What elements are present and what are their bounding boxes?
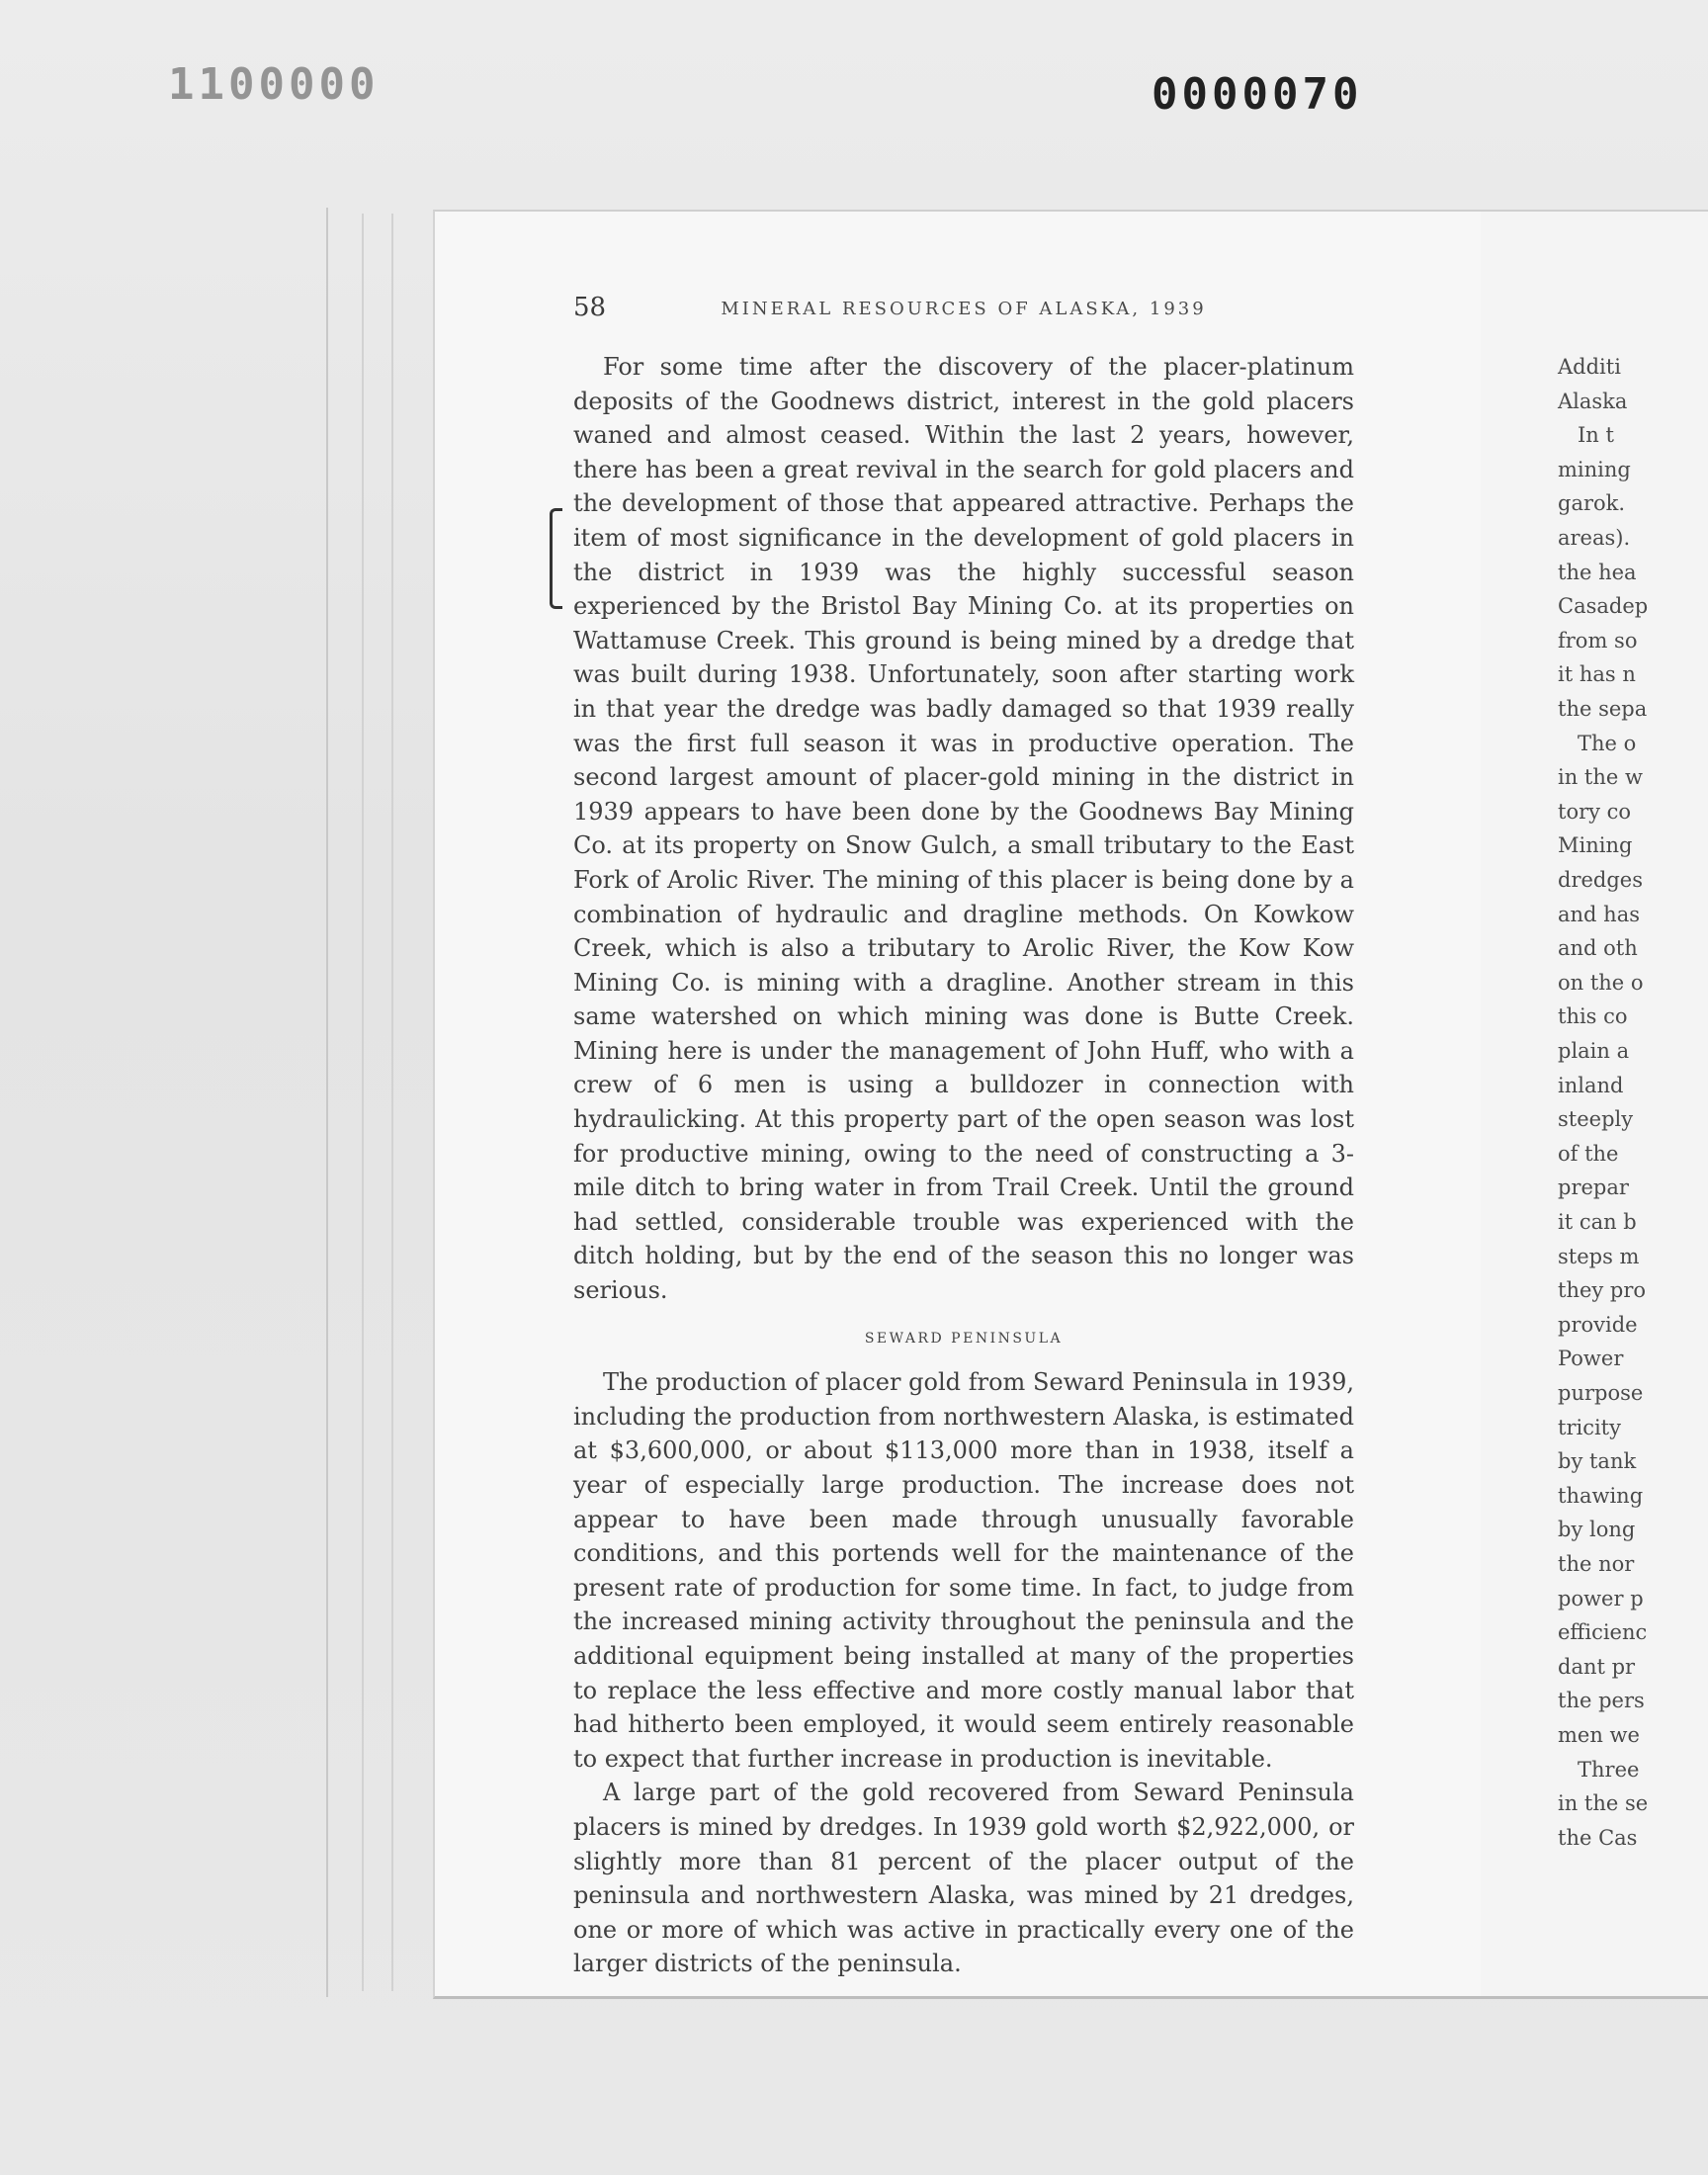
facing-page-line: on the o — [1558, 970, 1644, 995]
facing-page-line: Casadep — [1558, 594, 1649, 619]
paragraph-seward-production: The production of placer gold from Seward Peninsula in 1939, including the production from northwestern Alaska, is estimated at $3,600,000, or about $113,000 more than in 1938, itself a year of especially large production. The increase does not appear to have been made through unusually favorable conditions, and this portends well for the maintenance of the present rate of production for some time. In fact, to judge from the increased mining activity throughout the peninsula and the additional equipment being installed at many of the properties to replace the less effective and more costly manual labor that had hitherto been employed, it would seem entirely reasonable to expect that further increase in production is inevitable. — [573, 1368, 1354, 1773]
facing-page-line: from so — [1558, 628, 1638, 652]
paragraph-seward-dredges: A large part of the gold recovered from Seward Peninsula placers is mined by dredges. In 1939 gold worth $2,922,000, or slightly more than 81 percent of the placer output of the peninsula and northwestern Alaska, was mined by 21 dredges, one or more of which was active in practically every one of the larger districts of the peninsula. — [573, 1779, 1354, 1978]
facing-page-line: steps m — [1558, 1244, 1640, 1268]
facing-page-line: Three — [1578, 1757, 1640, 1782]
facing-page-line: the hea — [1558, 560, 1637, 584]
page-stack-edges — [326, 208, 439, 1997]
facing-page-line: tricity — [1558, 1415, 1621, 1439]
page-number: 58 — [573, 293, 607, 322]
facing-page-line: and has — [1558, 902, 1640, 926]
right-stamp-number: 0000070 — [1152, 69, 1363, 120]
facing-page-line: purpose — [1558, 1381, 1644, 1405]
facing-page-line: Additi — [1558, 355, 1621, 379]
facing-page-line: Alaska — [1558, 389, 1628, 413]
facing-page-line: Mining — [1558, 833, 1633, 858]
left-stamp-number: 1100000 — [168, 59, 380, 110]
facing-page-line: prepar — [1558, 1175, 1629, 1200]
facing-page-line: dredges — [1558, 868, 1643, 892]
facing-page-edge — [1481, 210, 1708, 1999]
facing-page-line: tory co — [1558, 799, 1632, 824]
facing-page-line: thawing — [1558, 1483, 1644, 1508]
facing-page-line: they pro — [1558, 1278, 1647, 1303]
facing-page-line: steeply — [1558, 1107, 1634, 1132]
facing-page-line: mining — [1558, 457, 1631, 481]
running-head: MINERAL RESOURCES OF ALASKA, 1939 — [721, 299, 1207, 319]
facing-page-line: provide — [1558, 1312, 1638, 1337]
facing-page-line: men we — [1558, 1723, 1640, 1747]
page-header — [573, 293, 1354, 332]
facing-page-line: by long — [1558, 1518, 1636, 1542]
facing-page-line: by tank — [1558, 1449, 1637, 1474]
book-page — [433, 210, 1483, 1999]
section-heading: SEWARD PENINSULA — [864, 1330, 1064, 1347]
facing-page-line: inland — [1558, 1073, 1624, 1097]
paragraph-goodnews: For some time after the discovery of the placer-platinum deposits of the Goodnews district, interest in the gold placers waned and almost ceased. Within the last 2 years, however, there has been a great revival in the search for gold placers and the development of those that appeared attractive. Perhaps the item of most significance in the development of gold placers in the district in 1939 was the highly successful season experienced by the Bristol Bay Mining Co. at its properties on Wattamuse Creek. This ground is being mined by a dredge that was built during 1938. Unfortunately, soon after starting work in that year the dredge was badly damaged so that 1939 really was the first full season it was in productive operation. The second largest amount of placer-gold mining in the district in 1939 appears to have been done by the Goodnews Bay Mining Co. at its property on Snow Gulch, a small tributary to the East Fork of Arolic River. The mining of this placer is being done by a combination of hydraulic and dragline methods. On Kowkow Creek, which is also a tributary to Arolic River, the Kow Kow Mining Co. is mining with a dragline. Another stream in this same watershed on which mining was done is Butte Creek. Mining here is under the management of John Huff, who with a crew of 6 men is using a bulldozer in connection with hydraulicking. At this property part of the open season was lost for productive mining, owing to the need of constructing a 3-mile ditch to bring water in from Trail Creek. Until the ground had settled, considerable trouble was experienced with the ditch holding, but by the end of the season this no longer was serious. — [573, 353, 1354, 1305]
margin-bracket-mark — [550, 508, 562, 609]
facing-page-line: power p — [1558, 1586, 1644, 1610]
facing-page-line: efficienc — [1558, 1620, 1648, 1645]
facing-page-line: it has n — [1558, 662, 1636, 687]
facing-page-line: in the se — [1558, 1791, 1649, 1816]
facing-page-line: dant pr — [1558, 1654, 1636, 1679]
facing-page-line: of the — [1558, 1141, 1619, 1166]
facing-page-line: this co — [1558, 1004, 1628, 1029]
facing-page-line: The o — [1578, 731, 1637, 755]
facing-page-line: areas). — [1558, 526, 1631, 550]
facing-page-line: the nor — [1558, 1552, 1635, 1576]
facing-page-line: plain a — [1558, 1039, 1630, 1063]
facing-page-line: the Cas — [1558, 1825, 1638, 1850]
facing-page-line: it can b — [1558, 1210, 1637, 1234]
facing-page-line: Power — [1558, 1347, 1624, 1371]
facing-page-line: in the w — [1558, 765, 1643, 790]
facing-page-line: garok. — [1558, 491, 1626, 516]
facing-page-line: the sepa — [1558, 697, 1648, 721]
facing-page-line: In t — [1578, 423, 1614, 448]
facing-page-line: and oth — [1558, 936, 1638, 961]
facing-page-line: the pers — [1558, 1689, 1645, 1713]
page-body — [573, 350, 1354, 1981]
